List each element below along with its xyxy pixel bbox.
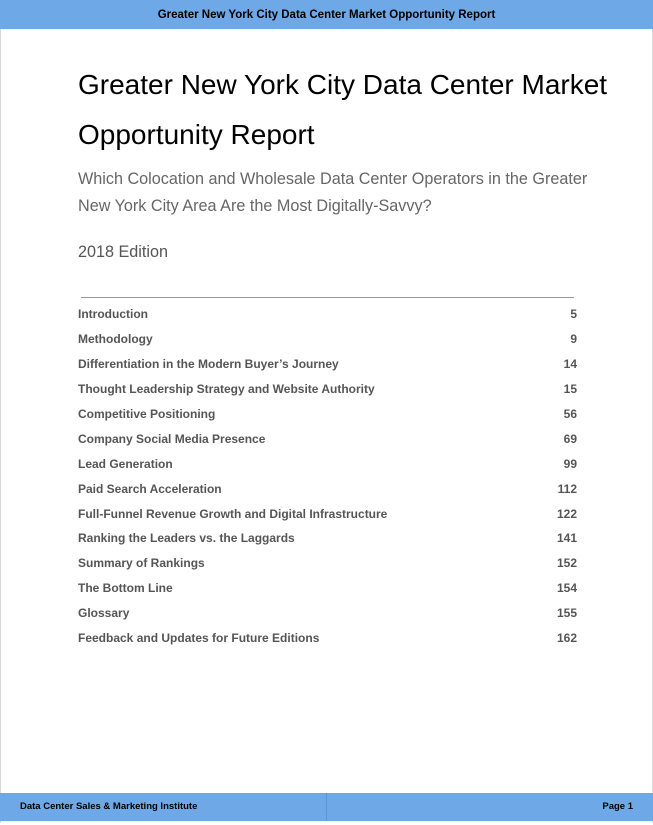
toc-entry-label: Company Social Media Presence — [78, 431, 266, 446]
toc-entry[interactable] — [78, 551, 577, 576]
toc-entry-page: 14 — [563, 357, 577, 372]
document-title: Greater New York City Data Center Market Opportunity Report — [78, 69, 608, 150]
toc-entry-page: 155 — [556, 606, 577, 621]
toc-entry-page: 5 — [570, 307, 577, 322]
toc-entry-page: 154 — [556, 581, 577, 596]
toc-entry-page: 69 — [563, 431, 577, 446]
toc-entry-page: 162 — [556, 631, 577, 646]
footer-page-number: Page 1 — [602, 801, 633, 812]
footer-bar — [0, 793, 653, 821]
toc-entry[interactable] — [78, 377, 577, 402]
toc-entry[interactable] — [78, 451, 577, 476]
toc-entry[interactable] — [78, 601, 577, 626]
toc-entry-label: Paid Search Acceleration — [78, 481, 222, 496]
document-subtitle: Which Colocation and Wholesale Data Center Operators in the Greater New York City Area Are the Most Digitally-Savvy? — [78, 170, 588, 215]
toc-entry[interactable] — [78, 526, 577, 551]
toc-entry[interactable] — [78, 426, 577, 451]
toc-entry[interactable] — [78, 501, 577, 526]
toc-entry-label: Methodology — [78, 332, 153, 347]
toc-entry-label: Full-Funnel Revenue Growth and Digital Infrastructure — [78, 506, 388, 521]
toc-entry-page: 112 — [557, 481, 577, 496]
header-bar — [0, 0, 653, 29]
toc-entry-label: Thought Leadership Strategy and Website Authority — [78, 382, 375, 397]
toc-entry-label: Feedback and Updates for Future Editions — [78, 631, 320, 646]
toc-entry-page: 122 — [556, 506, 577, 521]
toc-entry-label: Summary of Rankings — [78, 556, 205, 571]
document-edition: 2018 Edition — [78, 243, 169, 261]
header-title: Greater New York City Data Center Market Opportunity Report — [157, 8, 496, 21]
toc-entry[interactable] — [78, 626, 577, 651]
table-of-contents — [78, 302, 577, 650]
toc-entry[interactable] — [78, 476, 577, 501]
toc-entry-page: 9 — [570, 332, 577, 347]
toc-divider — [81, 297, 574, 298]
toc-entry[interactable] — [78, 576, 577, 601]
footer-divider — [326, 793, 327, 821]
toc-entry[interactable] — [78, 402, 577, 427]
toc-entry[interactable] — [78, 327, 577, 352]
toc-entry-page: 152 — [556, 556, 577, 571]
toc-entry-page: 15 — [563, 382, 577, 397]
toc-entry-label: Glossary — [78, 606, 130, 621]
toc-entry-label: Lead Generation — [78, 456, 173, 471]
toc-entry-label: Introduction — [78, 307, 148, 322]
toc-entry[interactable] — [78, 352, 577, 377]
footer-publisher: Data Center Sales & Marketing Institute — [20, 801, 198, 812]
toc-entry-page: 141 — [556, 531, 577, 546]
toc-entry-label: Competitive Positioning — [78, 407, 216, 421]
toc-entry[interactable] — [78, 302, 577, 327]
toc-entry-label: The Bottom Line — [78, 581, 173, 596]
toc-entry-label: Differentiation in the Modern Buyer’s Journey — [78, 357, 339, 372]
toc-entry-label: Ranking the Leaders vs. the Laggards — [78, 531, 295, 546]
toc-entry-page: 99 — [563, 456, 577, 471]
toc-entry-page: 56 — [563, 407, 577, 421]
